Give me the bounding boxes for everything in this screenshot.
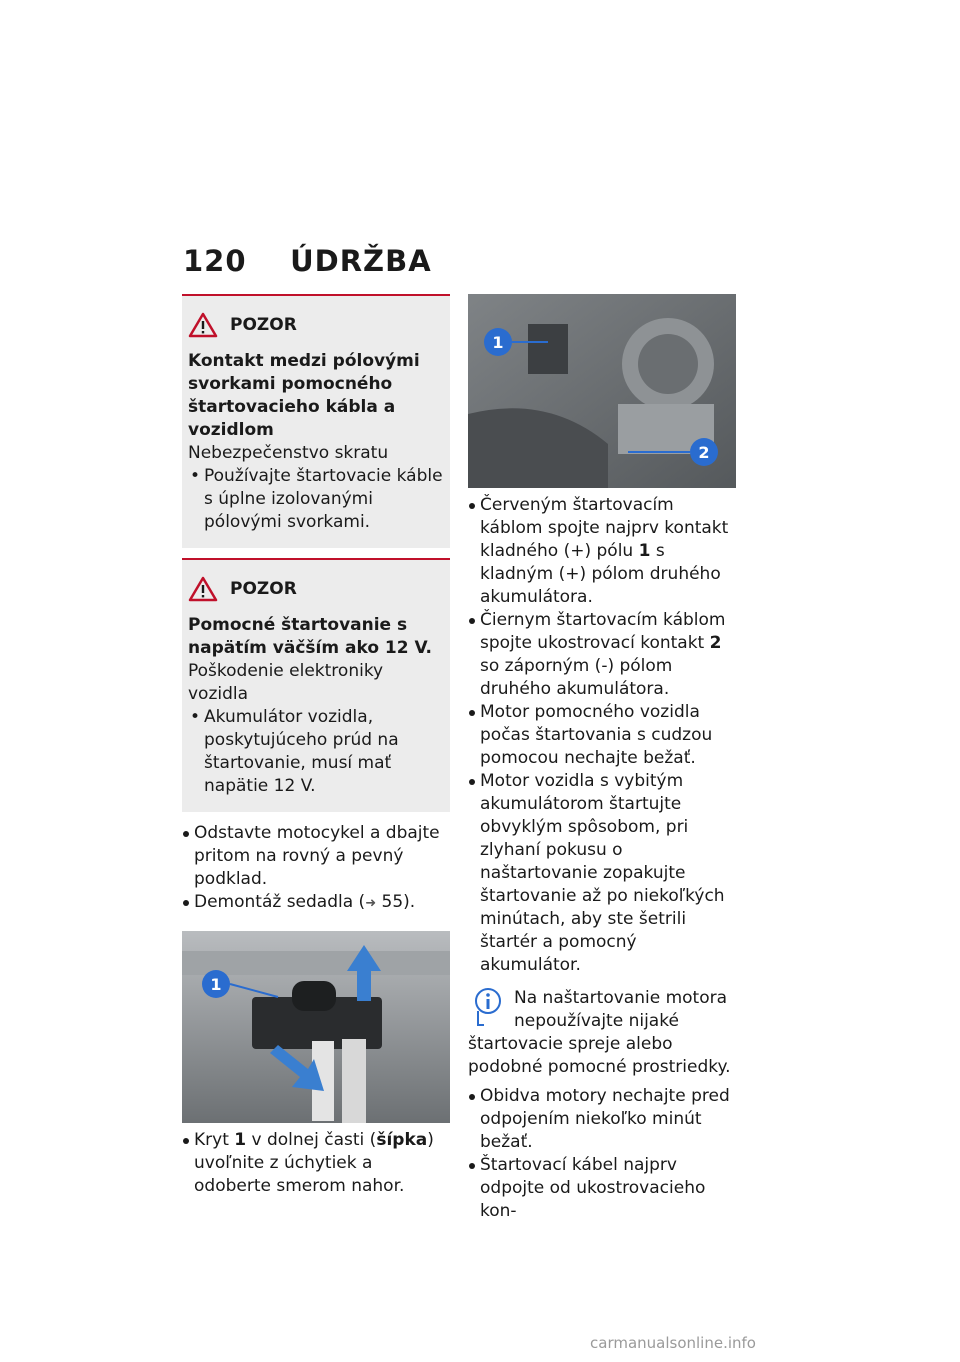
warning-triangle-icon — [188, 576, 218, 602]
warning-box — [182, 558, 450, 812]
warning-bullet: • Akumulátor vozidla, poskytujúceho prúd na štartovanie, musí mať napätie 12 V. — [182, 706, 450, 798]
photo-label: 2 — [698, 443, 710, 462]
right-column — [468, 294, 736, 1223]
warning-box — [182, 294, 450, 548]
warning-header — [182, 576, 450, 602]
left-column — [182, 294, 450, 1198]
warning-title: Kontakt medzi pólovými svorkami pomocného štartovacieho kábla a vozidlom — [188, 351, 420, 440]
photo-label: 1 — [210, 975, 222, 994]
warning-bullet: • Používajte štartovacie káble s úplne izolovanými pólovými svorkami. — [182, 465, 450, 534]
warning-label: POZOR — [230, 578, 297, 599]
engine-photo — [468, 294, 736, 488]
step-item: Motor pomocného vozidla počas štartovania s cudzou pomocou nechajte bežať. — [468, 701, 736, 770]
warning-title: Pomocné štartovanie s napätím väčším ako 12 V. — [188, 615, 432, 658]
warning-subtitle: Nebezpečenstvo skratu — [188, 443, 389, 463]
warning-subtitle: Poškodenie elektroniky vozidla — [188, 661, 384, 704]
page-reference-arrow-icon: ➜ — [365, 896, 377, 911]
engine-illustration — [468, 294, 736, 488]
step-item: Čiernym štartovacím káblom spojte ukostrovací kontakt 2 so záporným (-) pólom druhého akumulátora. — [468, 609, 736, 701]
step-item: Obidva motory nechajte pred odpojením niekoľko minút bežať. — [468, 1085, 736, 1154]
step-item: Červeným štartovacím káblom spojte najprv kontakt kladného (+) pólu 1 s kladným (+) pólom druhého akumulátora. — [468, 494, 736, 609]
seat-cover-illustration — [182, 931, 450, 1123]
step-item: Kryt 1 v dolnej časti (šípka) uvoľnite z úchytiek a odoberte smerom nahor. — [182, 1129, 450, 1198]
info-note-text: Na naštartovanie motora nepoužívajte nijaké štartovacie spreje alebo podobné pomocné prostriedky. — [468, 988, 731, 1077]
page-reference-link[interactable]: 55). — [381, 892, 416, 912]
info-icon — [472, 987, 504, 1027]
info-note — [468, 987, 736, 1079]
step-item: Odstavte motocykel a dbajte pritom na rovný a pevný podklad. — [182, 822, 450, 891]
seat-cover-photo — [182, 931, 450, 1123]
warning-label: POZOR — [230, 314, 297, 335]
step-item: Motor vozidla s vybitým akumulátorom štartujte obvyklým spôsobom, pri zlyhaní pokusu o naštartovanie zopakujte štartovanie až po niekoľkých minútach, aby ste šetrili štartér a pomocný akumulátor. — [468, 770, 736, 977]
page-header — [183, 244, 432, 278]
section-title: ÚDRŽBA — [290, 244, 432, 278]
step-item: Štartovací kábel najprv odpojte od ukostrovacieho kon- — [468, 1154, 736, 1223]
warning-header — [182, 312, 450, 338]
step-item: Demontáž sedadla (➜ 55). — [182, 891, 450, 915]
warning-triangle-icon — [188, 312, 218, 338]
photo-label: 1 — [492, 333, 504, 352]
footer-watermark: carmanualsonline.info — [590, 1334, 756, 1352]
page-number: 120 — [183, 244, 247, 278]
